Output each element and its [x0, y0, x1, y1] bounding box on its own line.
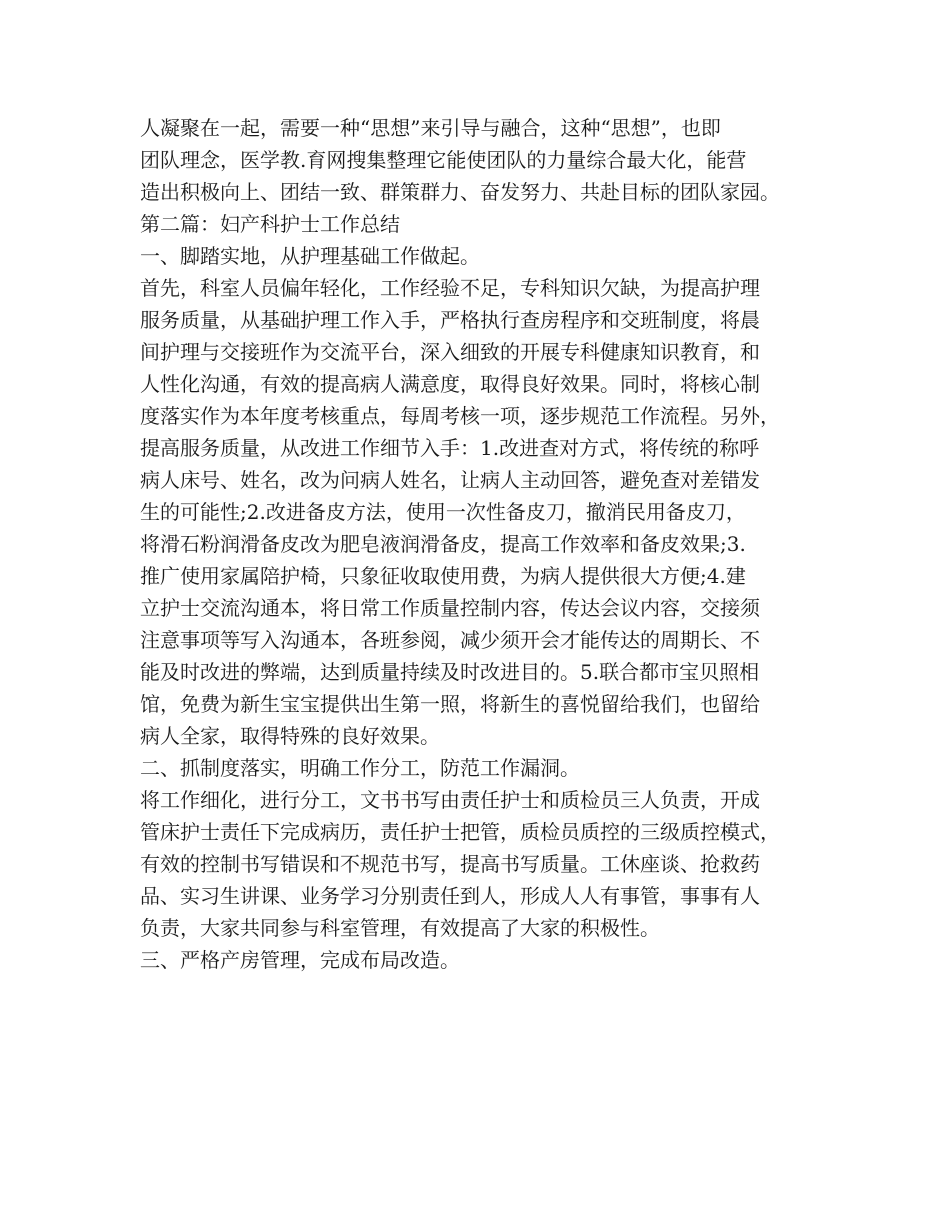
text-line: 间护理与交接班作为交流平台，深入细致的开展专科健康知识教育，和 [140, 340, 760, 364]
text-line: 人凝聚在一起，需要一种“思想”来引导与融合，这种“思想”，也即 [140, 116, 721, 140]
text-line: 立护士交流沟通本，将日常工作质量控制内容，传达会议内容，交接须 [140, 596, 760, 620]
text-line: 度落实作为本年度考核重点，每周考核一项，逐步规范工作流程。另外， [140, 404, 780, 428]
text-line: 提高服务质量，从改进工作细节入手：1.改进查对方式，将传统的称呼 [140, 436, 760, 460]
text-line: 生的可能性;2.改进备皮方法，使用一次性备皮刀，撤消民用备皮刀， [140, 500, 746, 524]
text-line: 病人全家，取得特殊的良好效果。 [140, 724, 440, 748]
text-line: 注意事项等写入沟通本，各班参阅，减少须开会才能传达的周期长、不 [140, 628, 760, 652]
text-line: 负责，大家共同参与科室管理，有效提高了大家的积极性。 [140, 916, 660, 940]
subsection-heading: 三、严格产房管理，完成布局改造。 [140, 948, 460, 972]
text-line: 将滑石粉润滑备皮改为肥皂液润滑备皮，提高工作效率和备皮效果;3. [140, 532, 746, 556]
document-page [140, 112, 824, 976]
text-line: 管床护士责任下完成病历，责任护士把管，质检员质控的三级质控模式， [140, 820, 780, 844]
subsection-heading: 一、脚踏实地，从护理基础工作做起。 [140, 244, 480, 268]
text-line: 造出积极向上、团结一致、群策群力、奋发努力、共赴目标的团队家园。 [140, 180, 780, 204]
text-line: 团队理念，医学教.育网搜集整理它能使团队的力量综合最大化，能营 [140, 148, 747, 172]
subsection-heading: 二、抓制度落实，明确工作分工，防范工作漏洞。 [140, 756, 580, 780]
text-line: 馆，免费为新生宝宝提供出生第一照，将新生的喜悦留给我们，也留给 [140, 692, 760, 716]
text-line: 服务质量，从基础护理工作入手，严格执行查房程序和交班制度，将晨 [140, 308, 760, 332]
text-line: 能及时改进的弊端，达到质量持续及时改进目的。5.联合都市宝贝照相 [140, 660, 760, 684]
section-heading: 第二篇：妇产科护士工作总结 [140, 212, 400, 236]
text-line: 有效的控制书写错误和不规范书写，提高书写质量。工休座谈、抢救药 [140, 852, 760, 876]
text-line: 推广使用家属陪护椅，只象征收取使用费，为病人提供很大方便;4.建 [140, 564, 746, 588]
text-line: 品、实习生讲课、业务学习分别责任到人，形成人人有事管，事事有人 [140, 884, 760, 908]
text-line: 将工作细化，进行分工，文书书写由责任护士和质检员三人负责，开成 [140, 788, 760, 812]
text-line: 病人床号、姓名，改为问病人姓名，让病人主动回答，避免查对差错发 [140, 468, 760, 492]
text-line: 首先，科室人员偏年轻化，工作经验不足，专科知识欠缺，为提高护理 [140, 276, 760, 300]
text-line: 人性化沟通，有效的提高病人满意度，取得良好效果。同时，将核心制 [140, 372, 760, 396]
